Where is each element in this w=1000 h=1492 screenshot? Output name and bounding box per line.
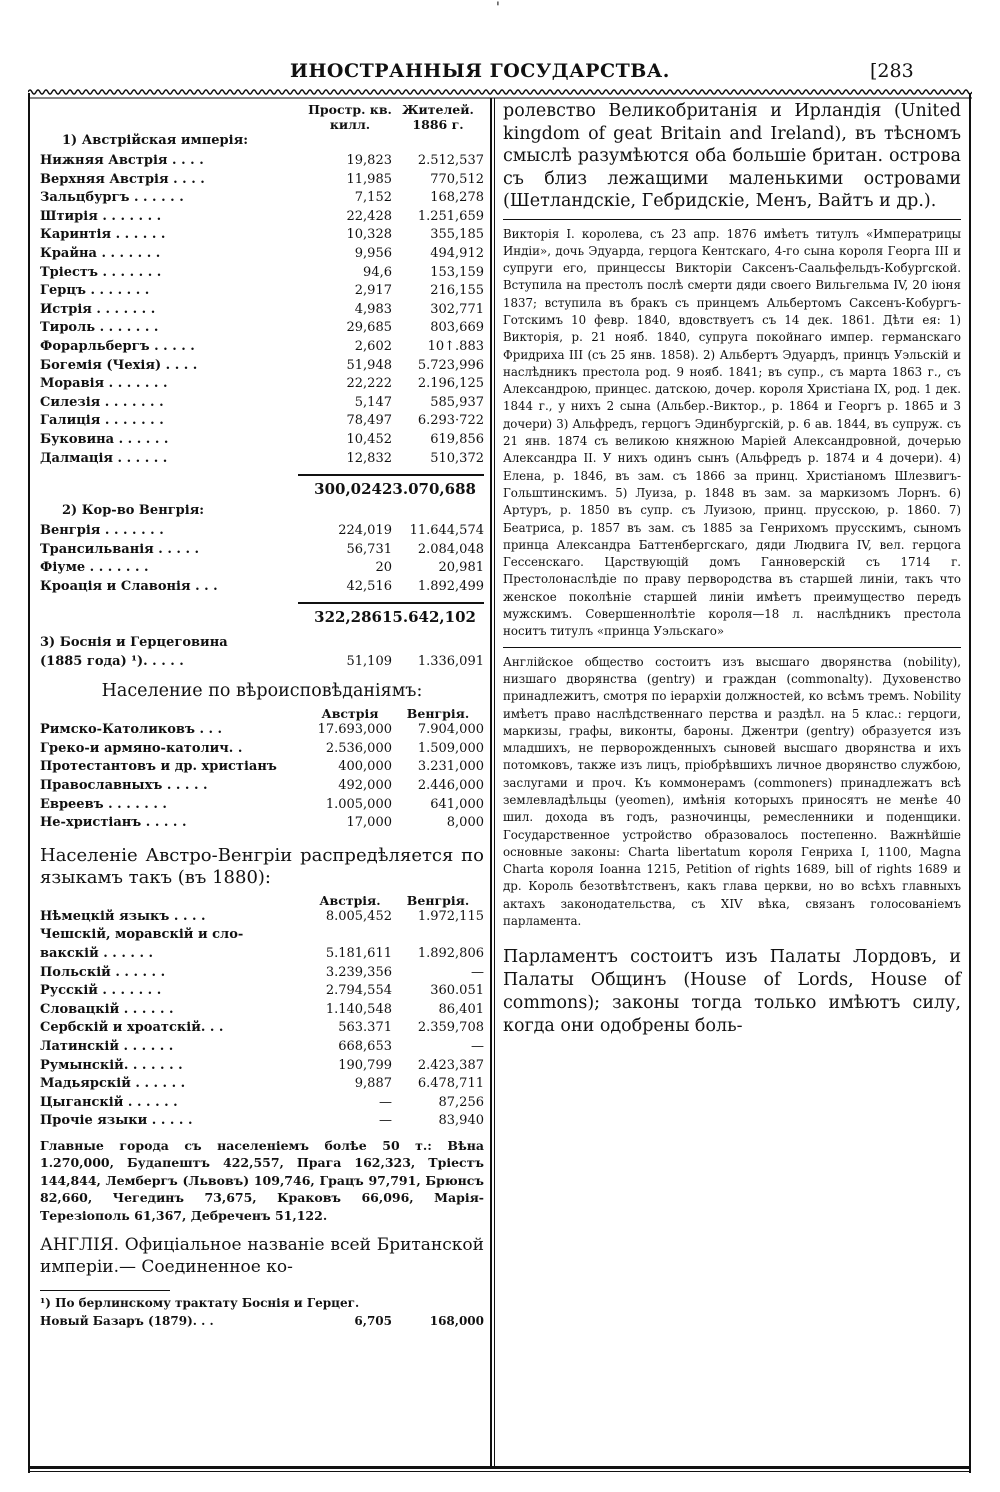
row-value: 51,948 (346, 357, 392, 373)
row-value: 19,823 (346, 153, 392, 168)
row-value: 2.359,708 (417, 1020, 484, 1036)
row-label: Греко-и армяно-католич. . (40, 740, 243, 756)
row-value: 86,401 (438, 1001, 484, 1017)
row-value: 2,917 (354, 283, 392, 299)
table-row (40, 189, 484, 208)
row-value: 1.972,115 (417, 908, 484, 924)
section-hungary-title: 2) Кор-во Венгрія: (62, 503, 205, 519)
row-label: Православныхъ . . . . . (40, 778, 208, 794)
row-value: 153,159 (430, 264, 484, 280)
table-row (40, 394, 484, 413)
row-label: Не-христіанъ . . . . . (40, 815, 187, 831)
section-austria-title: 1) Австрійская имперія: (62, 133, 248, 148)
row-value: 78,497 (346, 413, 392, 429)
table-row (40, 1019, 484, 1038)
row-label: вакскій . . . . . . (40, 946, 154, 961)
table-row (40, 559, 484, 578)
row-value: 1.892,499 (417, 578, 484, 594)
row-value: — (471, 964, 484, 980)
table-row (40, 1038, 484, 1057)
row-value: 9,956 (354, 245, 392, 261)
row-label: Галиція . . . . . . . (40, 413, 164, 429)
column-divider (490, 98, 492, 1466)
row-label: Латинскій . . . . . . (40, 1038, 174, 1054)
row-value: 6.293·722 (417, 413, 484, 429)
row-label: Словацкій . . . . . . (40, 1001, 174, 1017)
row-value: 190,799 (338, 1057, 392, 1073)
table-row (40, 758, 484, 777)
decorative-wavy-rule (28, 86, 972, 100)
table-row (40, 982, 484, 1001)
row-label: Цыганскій . . . . . . (40, 1094, 178, 1110)
total-area: 322,286 (314, 608, 382, 627)
cities-note: Главные города съ населеніемъ болѣе 50 т.: Вѣна 1.270,000, Будапештъ 422,557, Прага 162,323, Тріестъ 144,844, Лембергъ (Львовъ) 109,746, Грацъ 97,791, Брюнсъ 82,660, Чегединъ 73,675, Краковъ 66,096, Марія-Терезіополь 61,367, Дебреченъ 51,122. (40, 1137, 484, 1223)
row-value: 168,278 (430, 190, 484, 206)
row-value: 355,185 (430, 227, 484, 243)
page-number: [283 (870, 60, 914, 82)
row-value: — (379, 1094, 392, 1110)
row-label: Нѣмецкій языкъ . . . . (40, 908, 206, 924)
parliament-paragraph: Парламентъ состоитъ изъ Палаты Лордовъ, и Палаты Общинъ (House of Lords, House of commons); законы тогда только имѣютъ силу, когда они одобрены боль- (503, 947, 961, 1037)
paragraph-rule (503, 219, 961, 220)
society-paragraph: Англійское общество состоитъ изъ высшаго дворянства (nobility), низшаго дворянства (gentry) и граждан (commonalty). Духовенство принадлежитъ, смотря по іерархіи должностей, ко всѣмъ тремъ. Nobility имѣетъ право наслѣдственнаго перства и раздѣл. на 5 клас.: герцоги, маркизы, графы, виконты, бароны. Джентри (gentry) образуется изъ младшихъ, не перворожденныхъ сыновей высшаго дворянства и ихъ потомковъ, также изъ лицъ, пріобрѣвшихъ личное дворянство службою, заслугами и проч. Къ коммонерамъ (commoners) принадлежатъ всѣ землевладѣльцы (yeomen), имѣнія которыхъ приносятъ не менѣе 40 шил. дохода въ годъ, разночинцы, ремесленники и поденщики. Государственное устройство образовалось постепенно. Важнѣйшіе основные законы: Charta libertatum короля Генриха I, 1100, Magna Charta короля Іоанна 1215, Petition of rights 1689, bill of rights 1689 и др. Король безотвѣтственъ, какъ глава церкви, но во всѣхъ главныхъ актахъ законодательства, съ XIV вѣка, связанъ голосованіемъ парламента. (503, 654, 961, 929)
frame-bottom-rule-thin (28, 1471, 971, 1472)
table-row (40, 1112, 484, 1131)
right-column (503, 100, 961, 1038)
row-label: Крайна . . . . . . . (40, 245, 161, 261)
row-label: Богемія (Чехія) . . . . (40, 357, 198, 373)
row-label: Чешскій, моравскій и сло- (40, 927, 244, 943)
victoria-paragraph: Викторія I. королева, съ 23 апр. 1876 имѣетъ титулъ «Императрицы Индіи», дочь Эдуарда, герцога Кентскаго, 4-го сына короля Георга III и супруги его, принцессы Викторіи Саксенъ-Саальфельдъ-Кобургской. Вступила на престолъ послѣ смерти дяди своего Вильгельма IV, 20 іюня 1837; вступила въ бракъ съ принцемъ Альбертомъ Саксенъ-Кобургъ-Готскимъ 10 февр. 1840, вдовствуетъ съ 14 дек. 1861. Дѣти ея: 1) Викторія, р. 21 нояб. 1840, супруга покойнаго импер. германскаго Фридриха III (съ 25 янв. 1858). 2) Альбертъ Эдуардъ, принцъ Уэльскій и наслѣдникъ престола род. 9 нояб. 1841; въ супр., съ марта 1863 г., съ Александрою, принцес. датскою, дочер. короля Христіана IX, род. 1 дек. 1844 г., у нихъ 2 сына (Альбер.-Виктор., р. 1864 и Георгъ р. 1865 и 3 дочери) 3) Альфредъ, герцогъ Эдинбургскій, р. 6 ав. 1844, въ супруж. съ 21 янв. 1874 съ великою княжною Маріей Александровной, дочерью Александра II. У нихъ одинъ сынъ (Альфредъ р. 1874 и 4 дочери). 4) Елена, р. 1846, въ зам. съ 1866 за принц. Христіаномъ Шлезвигъ-Гольштинскимъ. 5) Луиза, р. 1848 въ зам. за маркизомъ Лорнъ. 6) Артуръ, р. 1850 въ супр. съ Луизою, принц. прусскою, р. 1860. 7) Беатриса, р. 1857 въ зам. съ 1885 за Генрихомъ прусскимъ, сыномъ принца Александра Баттенбергскаго, дяди Людвига IV, вел. герцога Гессенскаго. Царствующій домъ Ганноверскій съ 1714 г. Престолонаслѣдіе по праву первородства въ старшей линіи, такъ что женское поколѣніе старшей линіи имѣетъ преимущество передъ мужскимъ. Совершеннолѣтіе короля—18 л. наслѣдникъ престола носитъ титулъ «принца Уэльскаго» (503, 226, 961, 639)
row-value: 1.892,806 (417, 946, 484, 961)
row-value: 224,019 (338, 523, 392, 539)
row-value: 11.644,574 (409, 523, 484, 539)
uk-definition-paragraph: ролевство Великобританія и Ирландія (United kingdom of geat Britain and Ireland), въ тѣсномъ смыслѣ разумѣются оба большіе британ. острова съ близ лежащими маленькими островами (Шетландскіе, Гебридскіе, Менъ, Вайтъ и др.). (503, 101, 961, 211)
row-label: Каринтія . . . . . . (40, 227, 166, 243)
footnote-text: ¹) По берлинскому трактату Боснія и Герцег. (40, 1295, 360, 1310)
row-value: 7,152 (354, 190, 392, 206)
row-label: Штирія . . . . . . . (40, 208, 162, 224)
table-row (40, 796, 484, 815)
row-label: Верхняя Австрія . . . . (40, 171, 205, 187)
table-row (40, 357, 484, 376)
row-value: 8,000 (446, 815, 484, 831)
row-label: Румынскій. . . . . . . (40, 1057, 183, 1073)
population-column-header: Жителей. 1886 г. (402, 102, 474, 132)
row-value: 22,428 (346, 208, 392, 224)
row-value: 1.509,000 (417, 740, 484, 756)
frame-bottom-rule (28, 1466, 971, 1469)
table-row (40, 152, 484, 171)
total-area: 300,024 (314, 479, 382, 498)
row-value: 29,685 (346, 320, 392, 336)
row-value: 87,256 (438, 1094, 484, 1110)
footnote-rule (40, 1290, 170, 1291)
row-value: 20,981 (438, 560, 484, 576)
row-value: 5.723,996 (417, 357, 484, 373)
row-label: Польскій . . . . . . (40, 964, 166, 980)
row-label: Прочіе языки . . . . . (40, 1113, 193, 1129)
table-row (40, 375, 484, 394)
row-label: Трансильванія . . . . . (40, 541, 200, 557)
table-row (40, 171, 484, 190)
row-value: 2.084,048 (417, 541, 484, 557)
page-mark: ' (496, 0, 500, 16)
row-label: Мадьярскій . . . . . . (40, 1076, 186, 1092)
row-value: 20 (375, 560, 392, 576)
row-value: 3.239,356 (325, 964, 392, 980)
row-value: 641,000 (430, 796, 484, 812)
row-value: 2.196,125 (417, 376, 484, 392)
row-label: Силезія . . . . . . . (40, 394, 164, 410)
row-label: Герцъ . . . . . . . (40, 283, 150, 299)
table-row (40, 908, 484, 927)
row-value: 5,147 (354, 394, 392, 410)
row-label: Нижняя Австрія . . . . (40, 153, 204, 168)
row-label: Евреевъ . . . . . . . (40, 796, 167, 812)
table-row (40, 450, 484, 469)
row-value: 2.536,000 (325, 740, 392, 756)
row-label: Русскій . . . . . . . (40, 983, 162, 999)
row-label: Сербскій и хроатскій. . . (40, 1020, 224, 1036)
total-population: 23.070,688 (382, 479, 476, 498)
austria-rows (40, 152, 484, 468)
table-row (40, 1057, 484, 1076)
table-row (40, 541, 484, 560)
row-value: 1.005,000 (325, 796, 392, 812)
religion-rows (40, 721, 484, 833)
row-value: 619,856 (430, 431, 484, 447)
table-row (40, 1075, 484, 1094)
table-row (40, 282, 484, 301)
row-value: 302,771 (430, 301, 484, 317)
row-value: 10,452 (346, 431, 392, 447)
row-value: 1.140,548 (325, 1001, 392, 1017)
paragraph-rule (503, 647, 961, 648)
hungary-rows (40, 522, 484, 596)
table-row (40, 945, 484, 964)
row-value: 2.446,000 (417, 778, 484, 794)
table-row (40, 964, 484, 983)
row-label: Моравія . . . . . . . (40, 376, 168, 392)
row-value: 10,328 (346, 227, 392, 243)
row-value: 22,222 (346, 376, 392, 392)
table-row (40, 1001, 484, 1020)
row-value: 42,516 (346, 578, 392, 594)
row-value: — (471, 1038, 484, 1054)
row-label: Кроація и Славонія . . . (40, 578, 218, 594)
total-population: 15.642,102 (382, 608, 476, 627)
row-label: Тріестъ . . . . . . . (40, 264, 162, 280)
row-value: 10↑.883 (427, 338, 484, 354)
row-value: 83,940 (438, 1113, 484, 1129)
row-value: 216,155 (430, 283, 484, 299)
row-value: 56,731 (346, 541, 392, 557)
table-row (40, 814, 484, 833)
row-value: 11,985 (346, 171, 392, 187)
row-label: Протестантовъ и др. христіанъ (40, 759, 277, 775)
table-row (40, 1094, 484, 1113)
table-row (40, 777, 484, 796)
row-value: 360.051 (430, 983, 484, 999)
row-label: Истрія . . . . . . . (40, 301, 156, 317)
row-value: 2.794,554 (325, 983, 392, 999)
row-value: 803,669 (430, 320, 484, 336)
england-intro: АНГЛІЯ. Офиціальное названіе всей Британской имперіи.— Соединенное ко- (40, 1234, 484, 1277)
row-value: 2.512,537 (417, 153, 484, 168)
table-row (40, 264, 484, 283)
row-label: Зальцбургъ . . . . . . (40, 190, 184, 206)
religion-header: Австрія Венгрія. (321, 706, 470, 722)
row-value: 8.005,452 (325, 908, 392, 924)
row-value: 770,512 (430, 171, 484, 187)
table-row (40, 578, 484, 597)
table-row (40, 412, 484, 431)
footnote-row: Новый Базаръ (1879). . . 6,705 168,000 (40, 1313, 484, 1328)
row-label: Венгрія . . . . . . . (40, 523, 164, 539)
table-row (40, 226, 484, 245)
left-column (40, 102, 484, 1331)
row-value: — (379, 1113, 392, 1129)
table-row (40, 208, 484, 227)
table-row (40, 338, 484, 357)
table-row (40, 319, 484, 338)
row-value: 7.904,000 (417, 722, 484, 738)
row-value: 6.478,711 (417, 1076, 484, 1092)
row-value: 5.181,611 (325, 946, 392, 961)
bosnia-title-row: 3) Боснія и Герцеговина (40, 635, 228, 651)
row-value: 494,912 (430, 245, 484, 261)
languages-header: Австрія. Венгрія. (319, 892, 470, 908)
row-value: 492,000 (338, 778, 392, 794)
row-value: 9,887 (354, 1076, 392, 1092)
austria-table-header (40, 102, 484, 132)
language-rows (40, 908, 484, 1131)
row-value: 585,937 (430, 394, 484, 410)
row-value: 400,000 (338, 759, 392, 775)
column-divider-thin (494, 98, 495, 1466)
row-value: 94,6 (363, 264, 392, 280)
row-value: 2.423,387 (417, 1057, 484, 1073)
row-value: 668,653 (338, 1038, 392, 1054)
hungary-total-row (298, 602, 484, 630)
bosnia-row: (1885 года) ¹). . . . . 51,109 1.336,091 (40, 654, 484, 670)
row-label: Форарльбергъ . . . . . (40, 338, 195, 354)
table-row (40, 926, 484, 945)
religion-title: Население по вѣроисповѣданіямъ: (101, 680, 423, 701)
languages-title: Населеніе Австро-Венгріи распредѣляется по языкамъ такъ (въ 1880): (40, 844, 484, 888)
row-value: 12,832 (346, 450, 392, 466)
table-row (40, 431, 484, 450)
row-label: Тироль . . . . . . . (40, 320, 159, 336)
table-row (40, 740, 484, 759)
area-column-header: Простр. кв. килл. (308, 102, 392, 132)
row-label: Фіуме . . . . . . . (40, 560, 149, 576)
row-value: 1.251,659 (417, 208, 484, 224)
row-value: 17,000 (346, 815, 392, 831)
row-value: 563.371 (338, 1020, 392, 1036)
row-value: 3.231,000 (417, 759, 484, 775)
row-value: 510,372 (430, 450, 484, 466)
row-label: Буковина . . . . . . (40, 431, 169, 447)
austria-total-row (298, 474, 484, 502)
row-value: 17.693,000 (317, 722, 392, 738)
table-row (40, 301, 484, 320)
page-header-title: ИНОСТРАННЫЯ ГОСУДАРСТВА. (290, 60, 670, 82)
table-row (40, 721, 484, 740)
table-row (40, 522, 484, 541)
frame-right-rule (969, 93, 971, 1473)
row-label: Римско-Католиковъ . . . (40, 722, 223, 738)
row-value: 4,983 (354, 301, 392, 317)
row-label: Далмація . . . . . . (40, 450, 168, 466)
frame-left-rule (28, 93, 30, 1473)
row-value: 2,602 (354, 338, 392, 354)
table-row (40, 245, 484, 264)
